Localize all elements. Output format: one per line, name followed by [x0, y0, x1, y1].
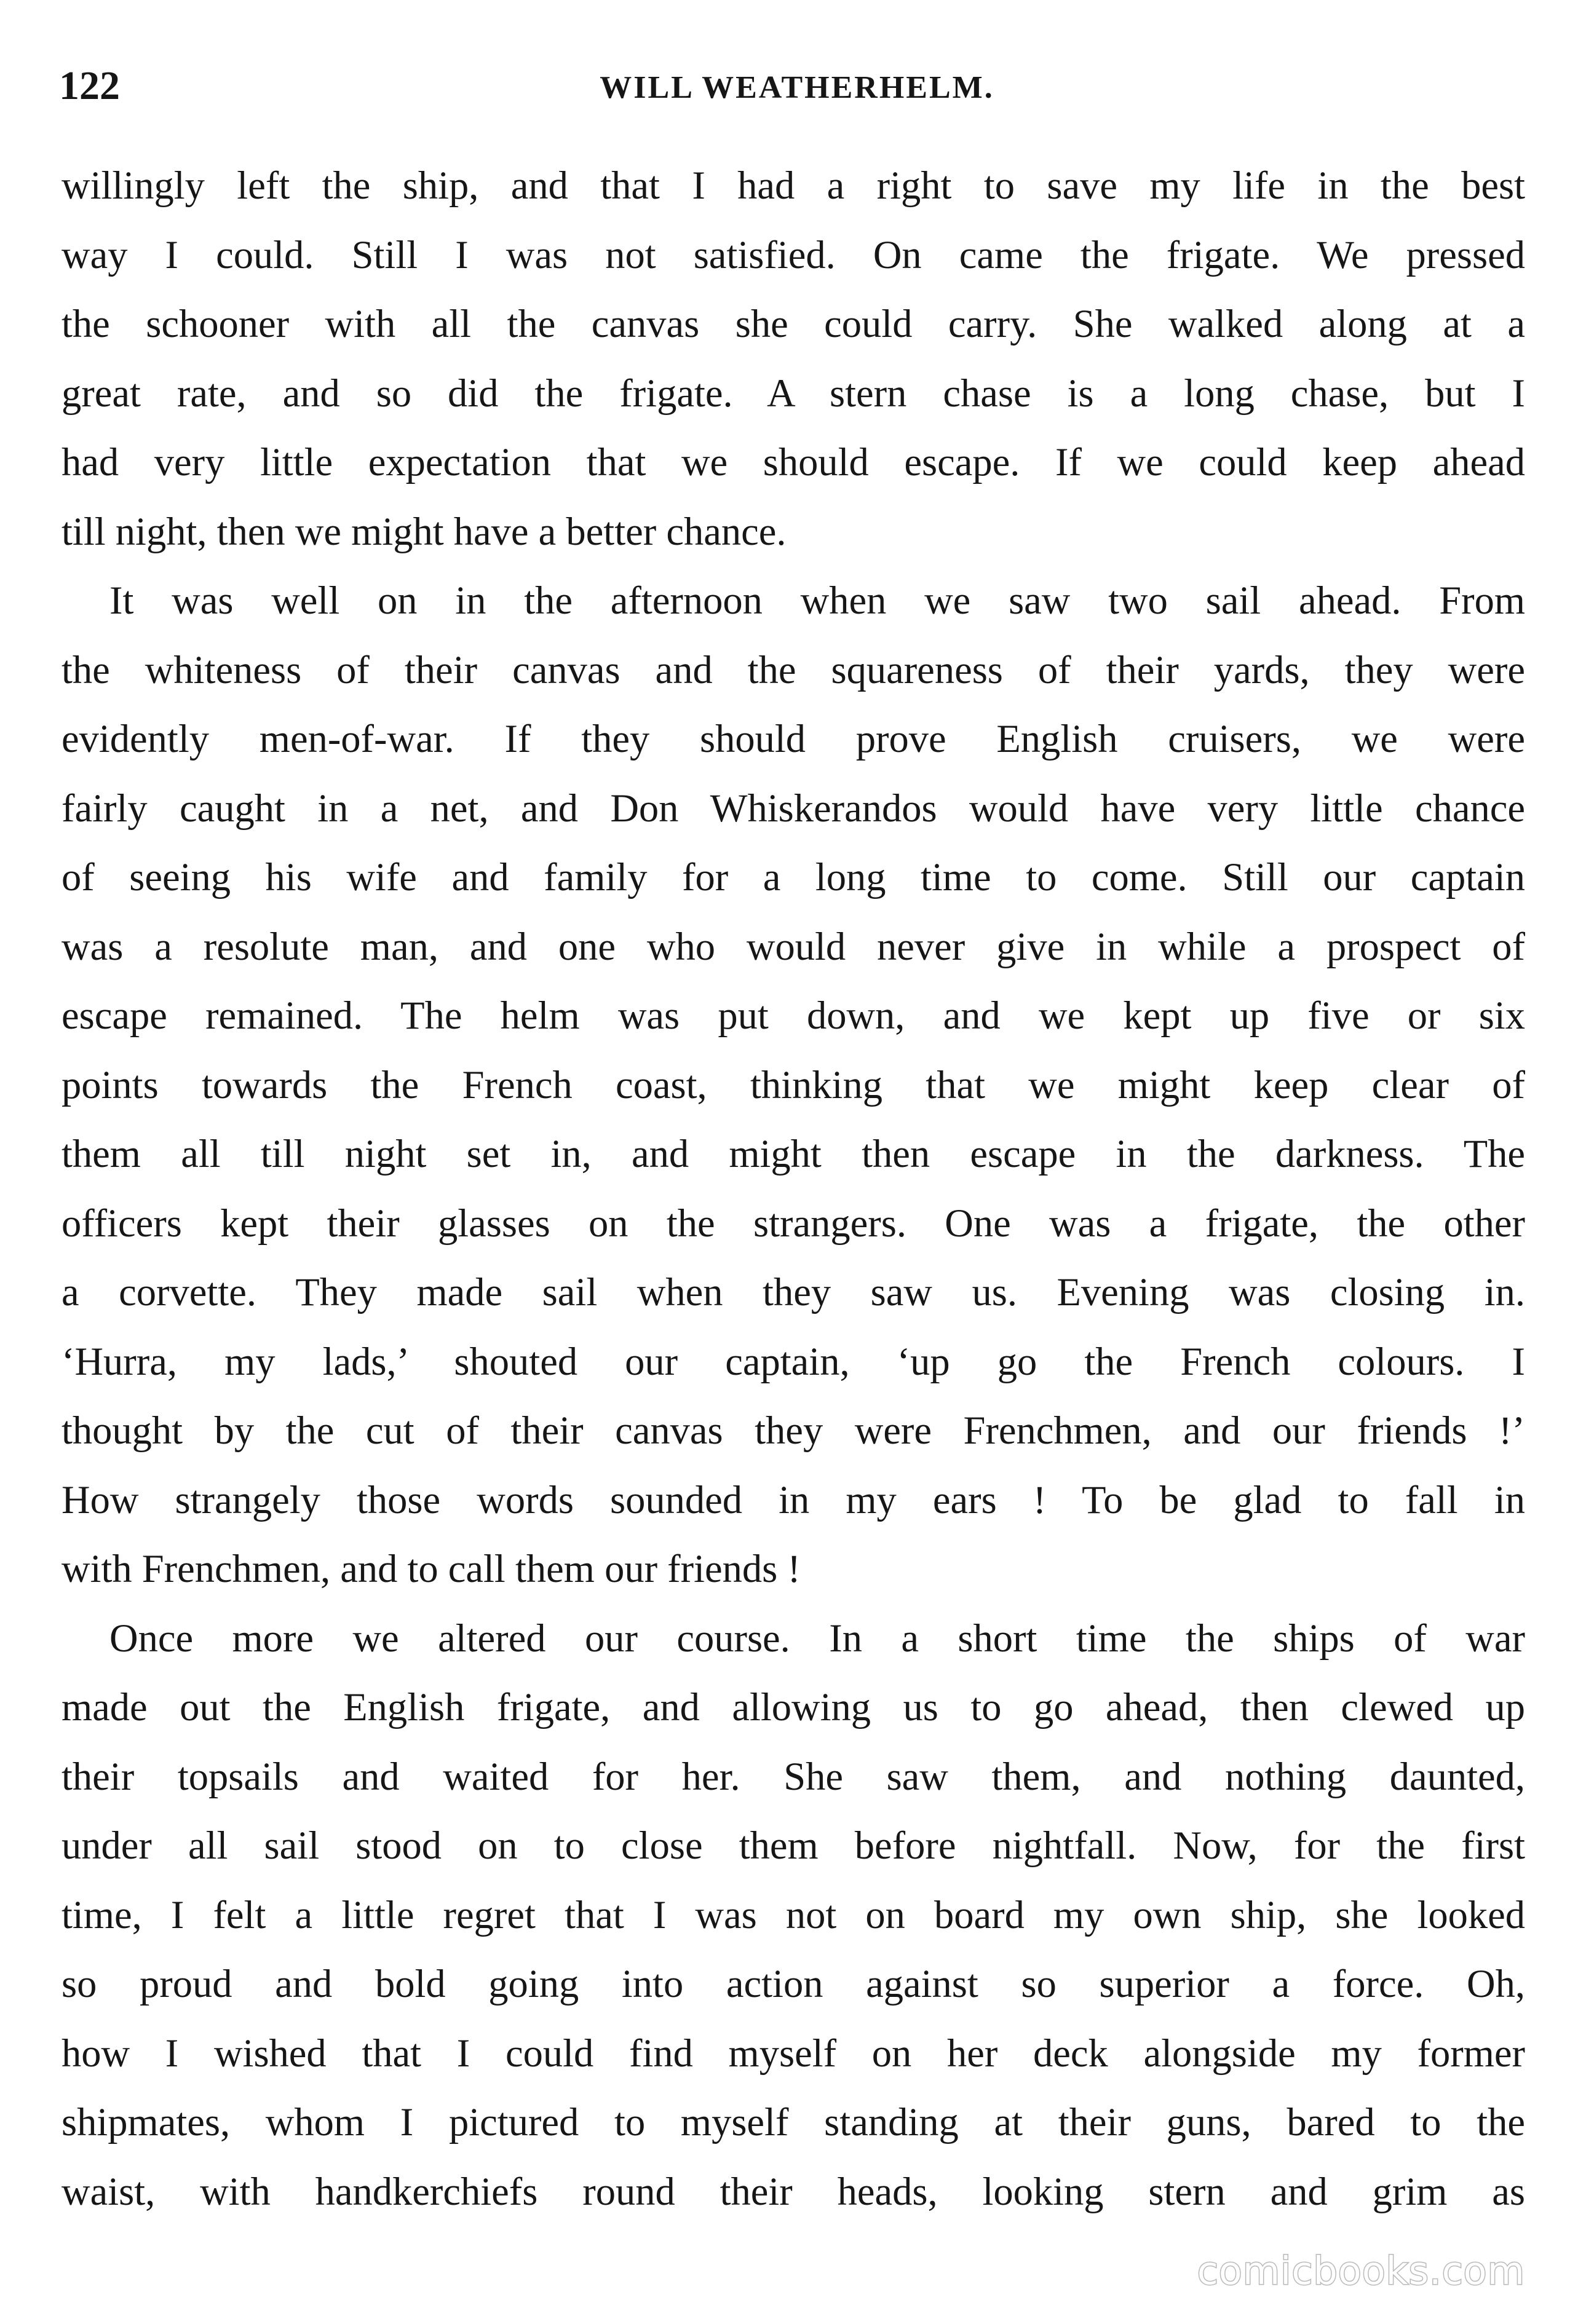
- text-line: escape remained. The helm was put down, and we kept up five or six: [61, 994, 1525, 1037]
- text-line: made out the English frigate, and allowing us to go ahead, then clewed up: [61, 1685, 1525, 1729]
- text-line: How strangely those words sounded in my ears ! To be glad to fall in: [61, 1477, 1525, 1522]
- body-text: [61, 151, 1525, 2226]
- running-head: WILL WEATHERHELM.: [600, 70, 994, 105]
- text-line: how I wished that I could find myself on her deck alongside my former: [61, 2031, 1525, 2075]
- text-line: shipmates, whom I pictured to myself standing at their guns, bared to the: [61, 2100, 1525, 2144]
- text-line: waist, with handkerchiefs round their heads, looking stern and grim as: [61, 2169, 1525, 2213]
- text-line: ‘Hurra, my lads,’ shouted our captain, ‘up go the French colours. I: [61, 1339, 1525, 1383]
- text-line: under all sail stood on to close them before nightfall. Now, for the first: [61, 1824, 1525, 1867]
- paragraph: [61, 151, 1525, 566]
- page-number: 122: [59, 63, 120, 108]
- text-line: great rate, and so did the frigate. A stern chase is a long chase, but I: [61, 371, 1525, 415]
- text-line: officers kept their glasses on the strangers. One was a frigate, the other: [61, 1201, 1525, 1245]
- text-line: a corvette. They made sail when they saw us. Evening was closing in.: [61, 1270, 1525, 1314]
- text-line: so proud and bold going into action against so superior a force. Oh,: [61, 1962, 1525, 2006]
- page-header: [59, 61, 1535, 111]
- text-line: with Frenchmen, and to call them our friends !: [61, 1547, 801, 1591]
- text-line: till night, then we might have a better chance.: [61, 509, 787, 553]
- text-line: the schooner with all the canvas she could carry. She walked along at a: [61, 302, 1525, 346]
- text-line: the whiteness of their canvas and the squareness of their yards, they were: [61, 647, 1525, 692]
- text-line: their topsails and waited for her. She saw them, and nothing daunted,: [61, 1754, 1525, 1798]
- text-line: time, I felt a little regret that I was not on board my own ship, she looked: [61, 1892, 1525, 1937]
- text-line: had very little expectation that we should escape. If we could keep ahead: [61, 440, 1525, 484]
- text-line: willingly left the ship, and that I had a right to save my life in the best: [61, 164, 1525, 207]
- paragraph: [61, 1604, 1525, 2227]
- text-line: fairly caught in a net, and Don Whiskerandos would have very little chance: [61, 786, 1525, 830]
- text-line: was a resolute man, and one who would never give in while a prospect of: [61, 924, 1525, 968]
- text-line: Once more we altered our course. In a short time the ships of war: [109, 1616, 1525, 1660]
- watermark: comicbooks.com: [1197, 2248, 1525, 2293]
- text-line: way I could. Still I was not satisfied. On came the frigate. We pressed: [61, 232, 1525, 277]
- paragraph: [61, 566, 1525, 1604]
- text-line: them all till night set in, and might then escape in the darkness. The: [61, 1132, 1525, 1176]
- text-line: points towards the French coast, thinking that we might keep clear of: [61, 1062, 1525, 1107]
- text-line: evidently men-of-war. If they should prove English cruisers, we were: [61, 717, 1525, 761]
- text-line: thought by the cut of their canvas they were Frenchmen, and our friends !’: [61, 1409, 1525, 1452]
- text-line: of seeing his wife and family for a long time to come. Still our captain: [61, 855, 1525, 899]
- text-line: It was well on in the afternoon when we saw two sail ahead. From: [109, 579, 1525, 622]
